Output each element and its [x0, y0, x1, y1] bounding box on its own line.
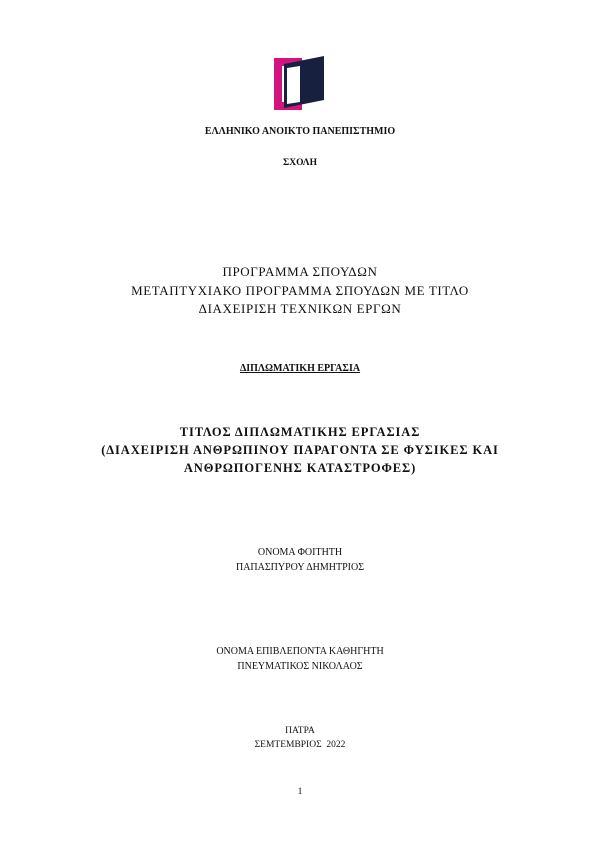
program-line-1: ΠΡΟΓΡΑΜΜΑ ΣΠΟΥΔΩΝ — [222, 264, 378, 279]
page-number: 1 — [297, 787, 303, 797]
date: ΣΕΜΤΕΜΒΡΙΟΣ 2022 — [254, 740, 346, 750]
program-line-3: ΔΙΑΧΕΙΡΙΣΗ ΤΕΧΝΙΚΩΝ ΕΡΓΩΝ — [198, 301, 402, 316]
university-name: ΕΛΛΗΝΙΚΟ ΑΝΟΙΚΤΟ ΠΑΝΕΠΙΣΤΗΜΙΟ — [204, 126, 396, 137]
thesis-title-line-1: ΤΙΤΛΟΣ ΔΙΠΛΩΜΑΤΙΚΗΣ ΕΡΓΑΣΙΑΣ — [179, 425, 421, 439]
student-label: ΟΝΟΜΑ ΦΟΙΤΗΤΗ — [257, 547, 343, 558]
supervisor-name: ΠΝΕΥΜΑΤΙΚΟΣ ΝΙΚΟΛΑΟΣ — [237, 661, 363, 672]
place: ΠΑΤΡΑ — [285, 726, 315, 736]
supervisor-label: ΟΝΟΜΑ ΕΠΙΒΛΕΠΟΝΤΑ ΚΑΘΗΓΗΤΗ — [216, 646, 384, 657]
thesis-label: ΔΙΠΛΩΜΑΤΙΚΗ ΕΡΓΑΣΙΑ — [239, 363, 361, 374]
program-line-2: ΜΕΤΑΠΤΥΧΙΑΚΟ ΠΡΟΓΡΑΜΜΑ ΣΠΟΥΔΩΝ ΜΕ ΤΙΤΛΟ — [131, 283, 469, 298]
thesis-title-line-3: ΑΝΘΡΩΠΟΓΕΝΗΣ ΚΑΤΑΣΤΡΟΦΕΣ) — [183, 461, 417, 475]
university-logo-icon — [270, 56, 328, 112]
student-name: ΠΑΠΑΣΠΥΡΟΥ ΔΗΜΗΤΡΙΟΣ — [235, 562, 365, 573]
thesis-title-line-2: (ΔΙΑΧΕΙΡΙΣΗ ΑΝΘΡΩΠΙΝΟΥ ΠΑΡΑΓΟΝΤΑ ΣΕ ΦΥΣΙΚΕΣ ΚΑΙ — [101, 443, 499, 457]
school-name: ΣΧΟΛΗ — [283, 158, 317, 168]
